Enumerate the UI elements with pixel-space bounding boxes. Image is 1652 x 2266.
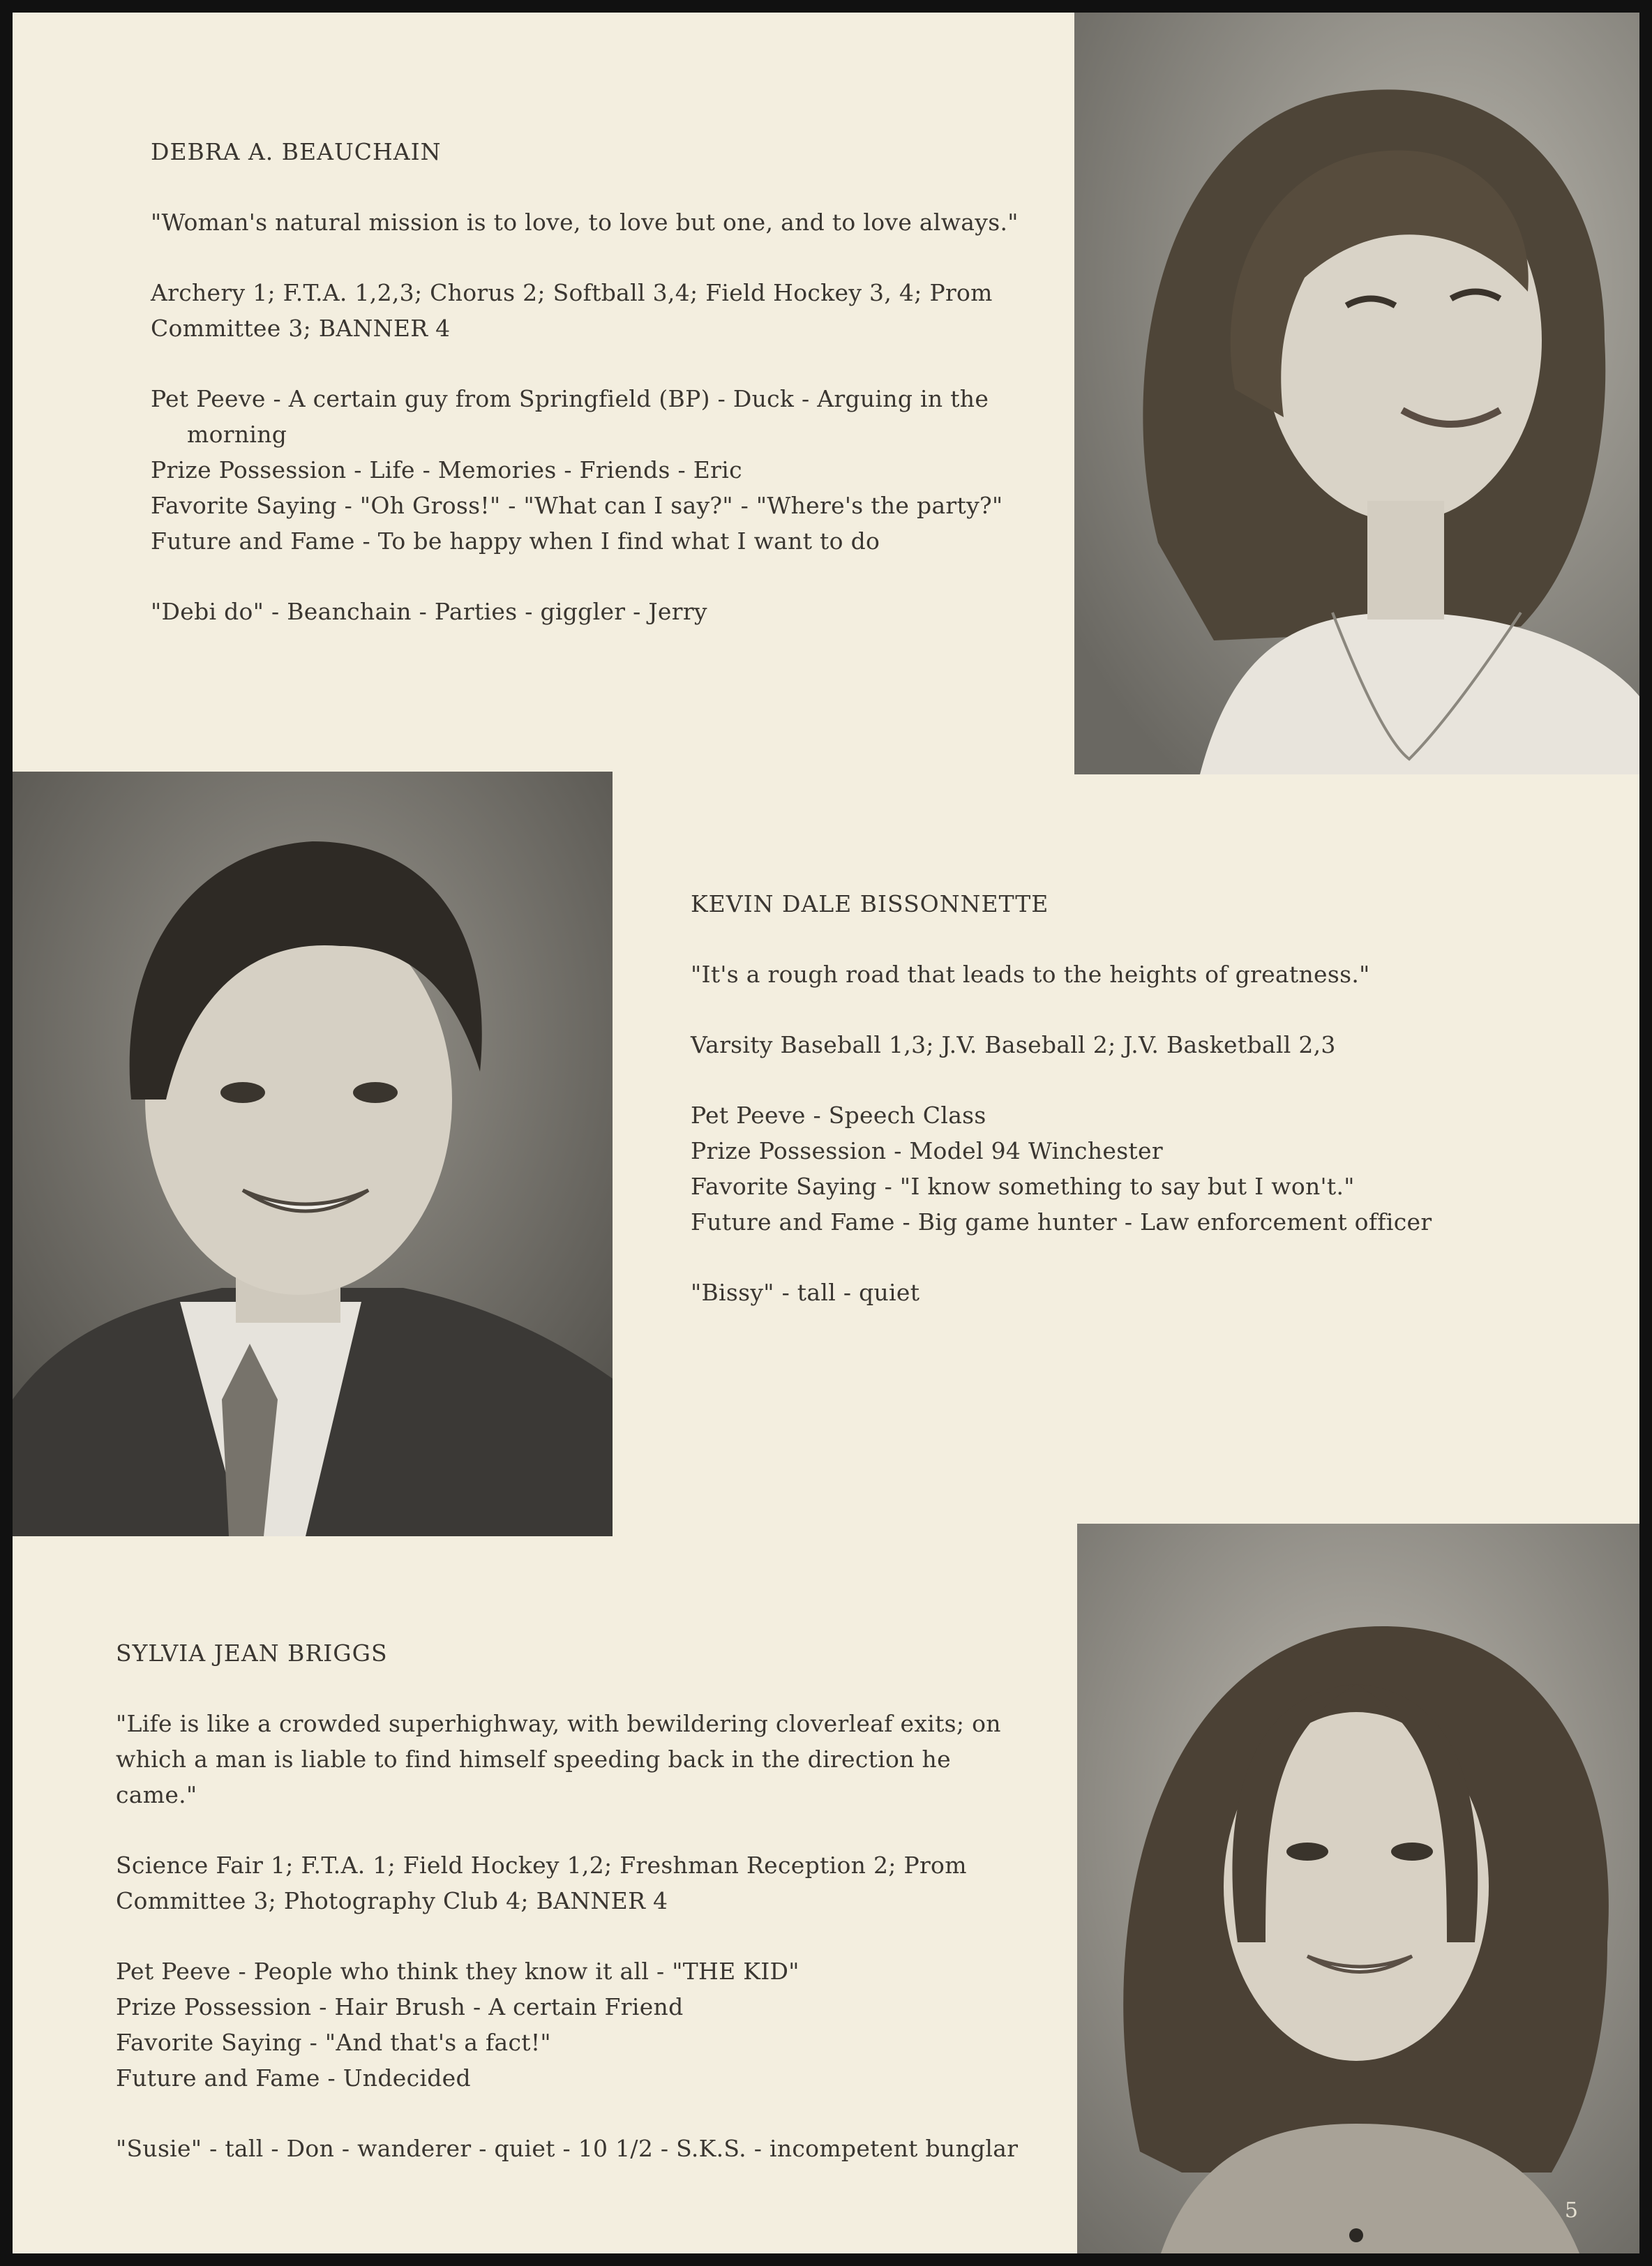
portrait-photo-kevin [13, 772, 613, 1536]
senior-name: DEBRA A. BEAUCHAIN [151, 138, 442, 165]
fact-favorite-saying: Favorite Saying - "And that's a fact!" [116, 2029, 551, 2056]
fact-prize-possession: Prize Possession - Hair Brush - A certain Friend [116, 1993, 684, 2020]
fact-future-and-fame: Future and Fame - To be happy when I find what I want to do [151, 527, 880, 555]
senior-name: SYLVIA JEAN BRIGGS [116, 1640, 388, 1667]
fact-favorite-saying: Favorite Saying - "Oh Gross!" - "What can I say?" - "Where's the party?" [151, 492, 1003, 519]
senior-activities: Science Fair 1; F.T.A. 1; Field Hockey 1,2; Freshman Reception 2; Prom Committee 3; Photography Club 4; BANNER 4 [116, 1852, 967, 1914]
senior-quote: "Woman's natural mission is to love, to love but one, and to love always." [151, 209, 1019, 236]
yearbook-page [13, 13, 1639, 2253]
fact-pet-peeve: Pet Peeve - Speech Class [691, 1102, 986, 1129]
senior-nicknames: "Susie" - tall - Don - wanderer - quiet - 10 1/2 - S.K.S. - incompetent bunglar [116, 2135, 1019, 2162]
senior-activities: Archery 1; F.T.A. 1,2,3; Chorus 2; Softball 3,4; Field Hockey 3, 4; Prom Committee 3; BANNER 4 [151, 279, 993, 342]
portrait-photo-sylvia [1077, 1524, 1639, 2253]
fact-prize-possession: Prize Possession - Life - Memories - Friends - Eric [151, 456, 742, 483]
portrait-photo-debra [1074, 13, 1639, 774]
fact-future-and-fame: Future and Fame - Big game hunter - Law enforcement officer [691, 1208, 1432, 1236]
page-number: 5 [1564, 2198, 1578, 2223]
senior-nicknames: "Bissy" - tall - quiet [691, 1279, 920, 1306]
senior-facts [116, 1953, 1030, 2096]
fact-prize-possession: Prize Possession - Model 94 Winchester [691, 1137, 1163, 1164]
fact-pet-peeve: Pet Peeve - A certain guy from Springfield (BP) - Duck - Arguing in the morning [151, 385, 989, 448]
senior-activities: Varsity Baseball 1,3; J.V. Baseball 2; J.V. Basketball 2,3 [691, 1031, 1336, 1058]
senior-nicknames: "Debi do" - Beanchain - Parties - giggler - Jerry [151, 598, 707, 625]
fact-pet-peeve: Pet Peeve - People who think they know it all - "THE KID" [116, 1958, 799, 1985]
senior-facts [151, 381, 1037, 559]
senior-entry-debra [151, 134, 1037, 629]
senior-entry-kevin [691, 886, 1598, 1310]
senior-quote: "It's a rough road that leads to the heights of greatness." [691, 961, 1370, 988]
senior-quote: "Life is like a crowded superhighway, with bewildering cloverleaf exits; on which a man is liable to find himself speeding back in the direction he came." [116, 1710, 1001, 1808]
senior-name: KEVIN DALE BISSONNETTE [691, 890, 1049, 917]
senior-facts [691, 1097, 1598, 1240]
fact-favorite-saying: Favorite Saying - "I know something to say but I won't." [691, 1173, 1355, 1200]
senior-entry-sylvia [116, 1635, 1030, 2166]
fact-future-and-fame: Future and Fame - Undecided [116, 2064, 471, 2092]
